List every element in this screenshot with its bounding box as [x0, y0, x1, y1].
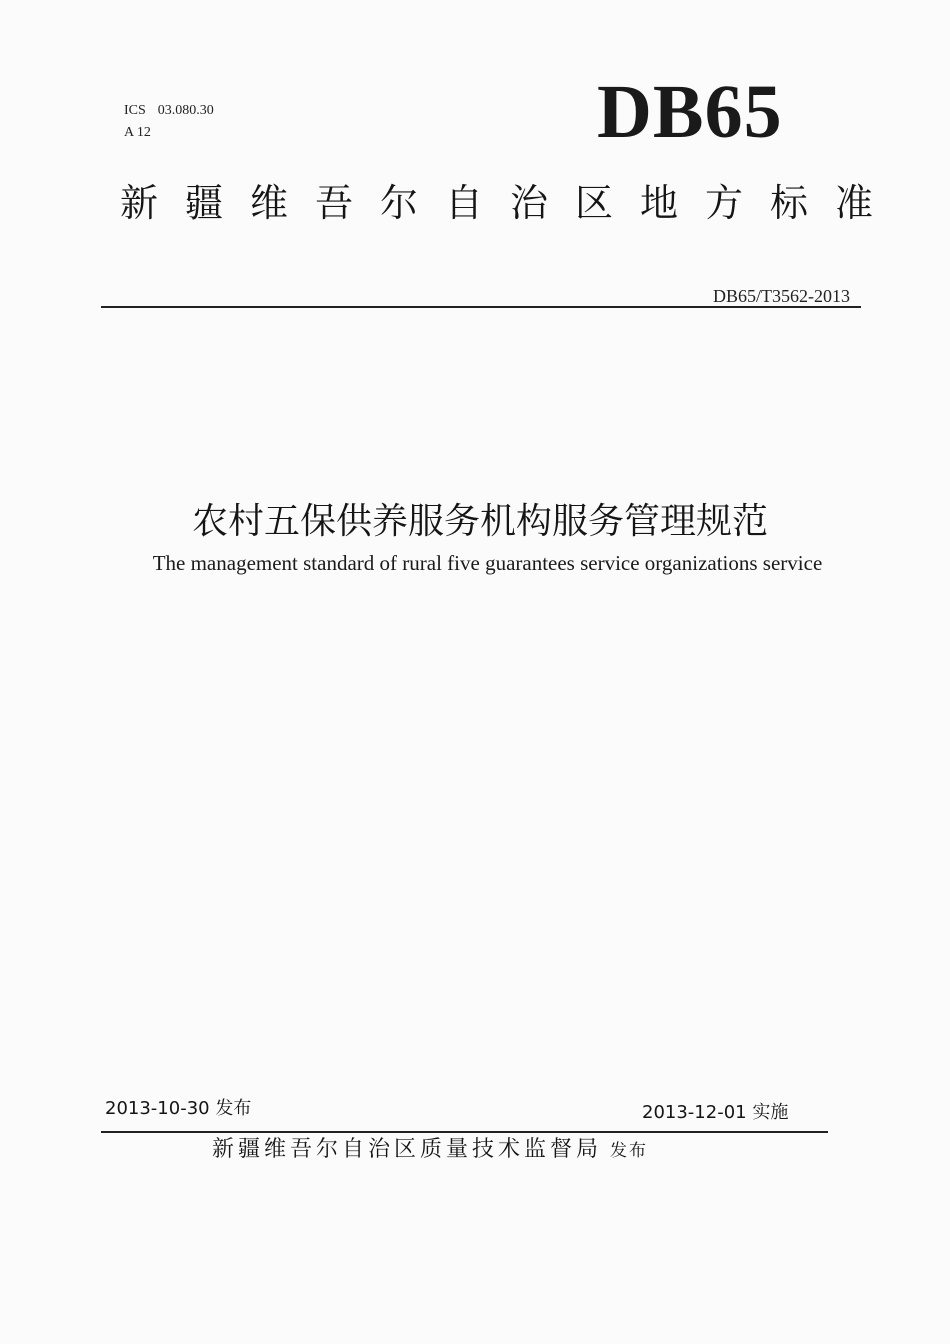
standard-code-logo: DB65 [597, 70, 783, 154]
ccs-code: A 12 [124, 125, 151, 140]
publisher-name: 新疆维吾尔自治区质量技术监督局 [212, 1137, 603, 1162]
ics-label: ICS [124, 103, 146, 118]
issue-date: 2013-10-30 发布 [105, 1098, 252, 1119]
ics-row [124, 100, 214, 122]
implementation-date: 2013-12-01 实施 [642, 1102, 789, 1123]
header-divider [101, 306, 861, 308]
standard-number: DB65/T3562-2013 [713, 286, 850, 306]
ics-code: 03.080.30 [157, 103, 214, 118]
standard-type-heading: 新疆维吾尔自治区地方标准 [120, 181, 901, 225]
publisher-line [212, 1134, 648, 1167]
publisher-suffix: 发布 [610, 1141, 649, 1161]
classification-codes [124, 100, 214, 144]
document-title-chinese: 农村五保供养服务机构服务管理规范 [191, 501, 768, 542]
footer-divider [101, 1131, 828, 1133]
document-title-english: The management standard of rural five guarantees service organizations service [152, 551, 823, 575]
